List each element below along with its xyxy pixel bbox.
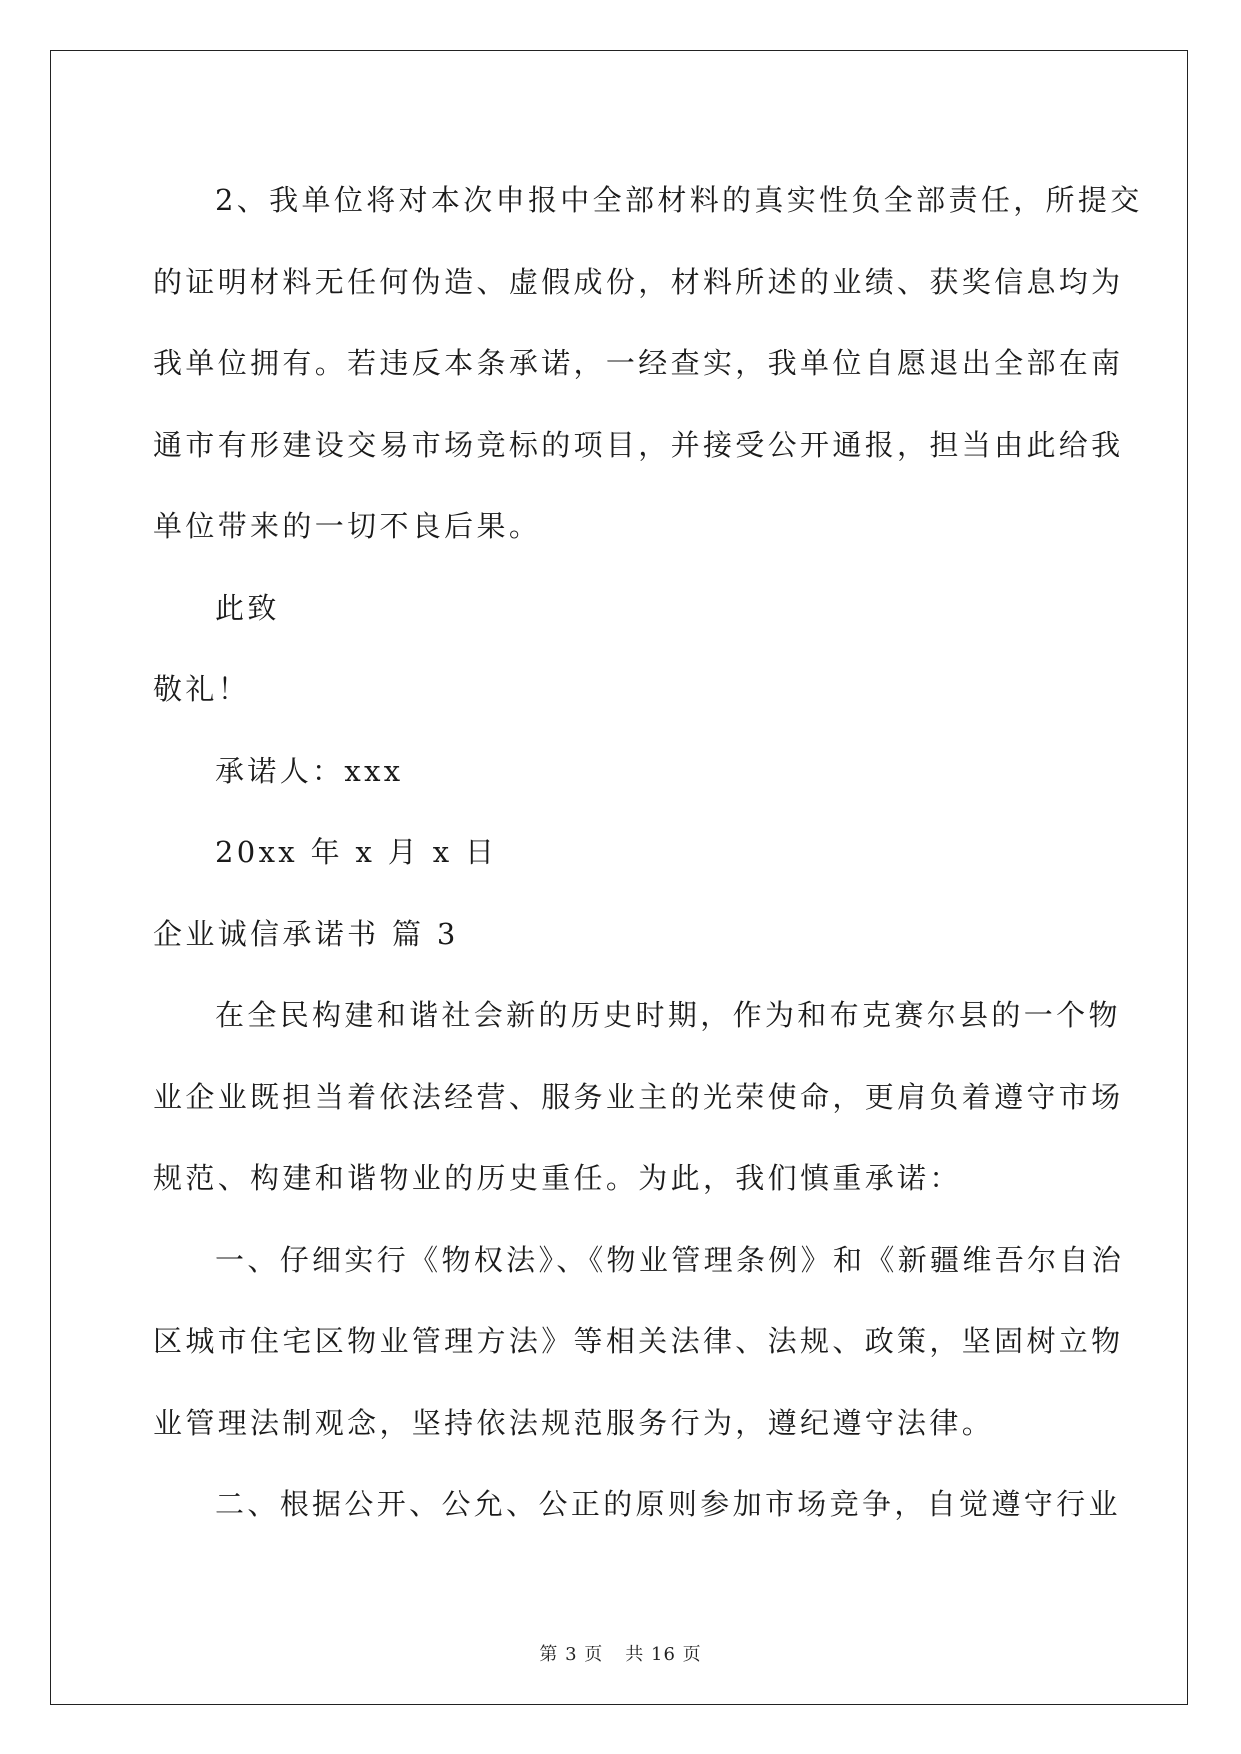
paragraph-line: 一、仔细实行《物权法》、《物业管理条例》和《新疆维吾尔自治: [215, 1242, 1125, 1277]
date-line: 20xx 年 x 月 x 日: [215, 835, 498, 869]
document-body: [153, 160, 1143, 1546]
page-footer: [0, 1640, 1241, 1666]
paragraph-line: 我单位拥有。若违反本条承诺，一经查实，我单位自愿退出全部在南: [153, 346, 1124, 380]
section-heading: 企业诚信承诺书 篇 3: [153, 916, 459, 951]
paragraph-line: 2、我单位将对本次申报中全部材料的真实性负全部责任，所提交: [215, 183, 1143, 217]
page-total: 共 16 页: [625, 1644, 702, 1665]
salutation-line: 此致: [215, 590, 280, 625]
paragraph-line: 业企业既担当着依法经营、服务业主的光荣使命，更肩负着遵守市场: [153, 1079, 1124, 1114]
paragraph-line: 单位带来的一切不良后果。: [153, 509, 542, 543]
paragraph-line: 区城市住宅区物业管理方法》等相关法律、法规、政策，坚固树立物: [153, 1324, 1124, 1358]
paragraph-line: 二、根据公开、公允、公正的原则参加市场竞争，自觉遵守行业: [215, 1487, 1121, 1521]
paragraph-line: 的证明材料无任何伪造、虚假成份，材料所述的业绩、获奖信息均为: [153, 264, 1124, 299]
paragraph-line: 规范、构建和谐物业的历史重任。为此，我们慎重承诺：: [153, 1161, 962, 1195]
paragraph-line: 业管理法制观念，坚持依法规范服务行为，遵纪遵守法律。: [153, 1405, 995, 1440]
salutation-closing: 敬礼！: [153, 672, 251, 706]
paragraph-line: 在全民构建和谐社会新的历史时期，作为和布克赛尔县的一个物: [215, 998, 1121, 1032]
paragraph-line: 通市有形建设交易市场竞标的项目，并接受公开通报，担当由此给我: [153, 427, 1124, 462]
signer-line: 承诺人：xxx: [215, 753, 404, 788]
page-number: 第 3 页: [539, 1644, 604, 1665]
